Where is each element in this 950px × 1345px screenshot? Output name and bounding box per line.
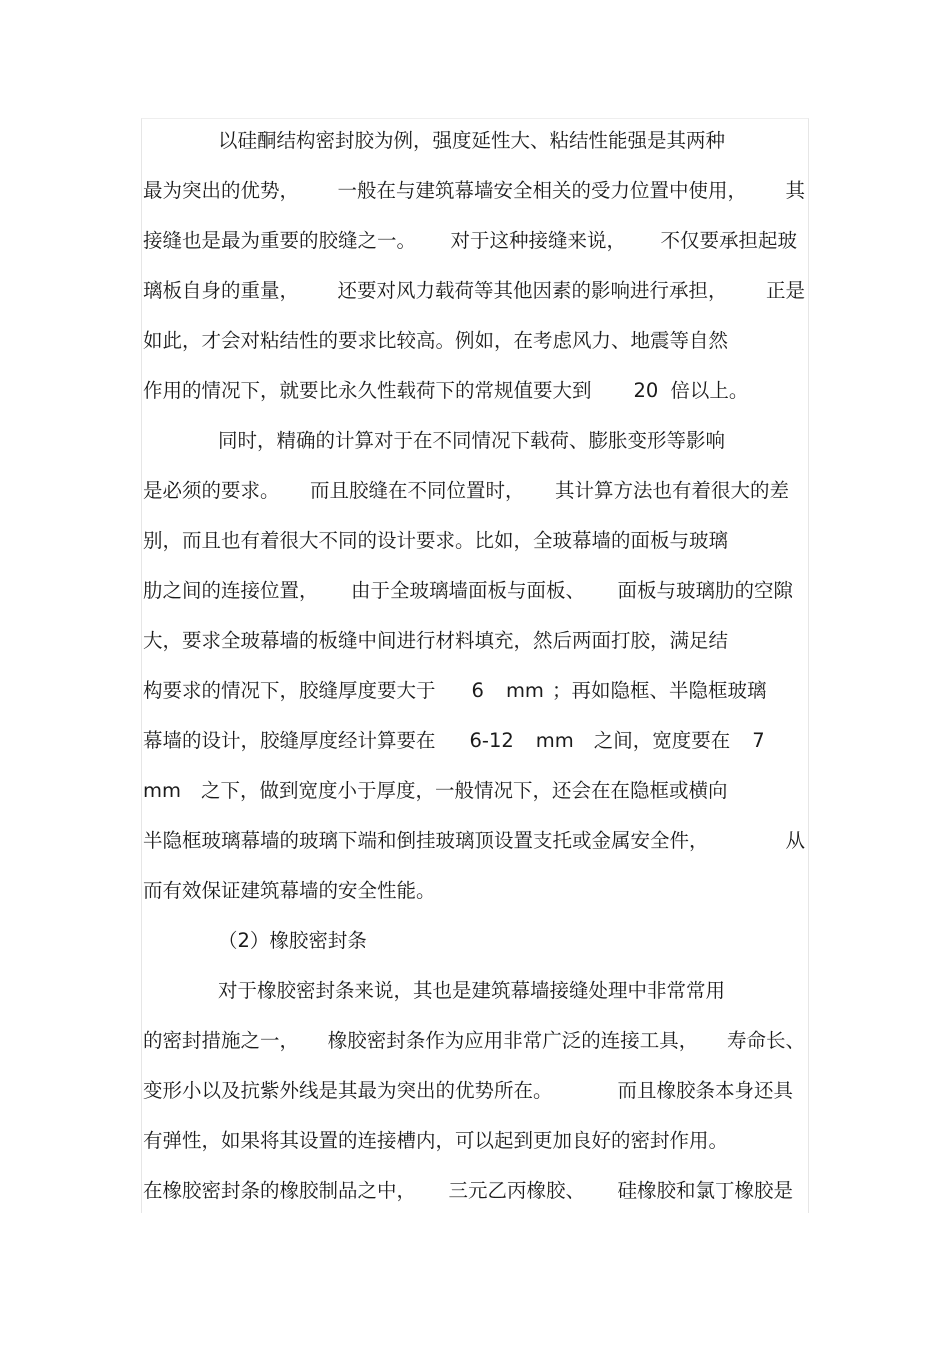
text-segment: 寿命长、 bbox=[726, 1029, 805, 1052]
text-line bbox=[143, 1076, 793, 1106]
text-segment: 同时，精确的计算对于在不同情况下载荷、膨胀变形等影响 bbox=[218, 429, 726, 452]
text-line bbox=[143, 476, 789, 506]
text-segment: 以硅酮结构密封胶为例，强度延性大、粘结性能强是其两种 bbox=[218, 129, 726, 152]
text-segment: 三元乙丙橡胶、 bbox=[448, 1179, 585, 1202]
text-segment: 是必须的要求。 bbox=[143, 479, 280, 502]
text-segment: 硅橡胶和氯丁橡胶是 bbox=[617, 1179, 793, 1202]
text-segment: 半隐框玻璃幕墙的玻璃下端和倒挂玻璃顶设置支托或金属安全件， bbox=[143, 829, 709, 852]
text-segment: 大，要求全玻幕墙的板缝中间进行材料填充，然后两面打胶，满足结 bbox=[143, 629, 729, 652]
text-line bbox=[143, 576, 793, 606]
text-segment: 璃板自身的重量， bbox=[143, 279, 300, 302]
text-unit: mm bbox=[535, 729, 574, 752]
text-line bbox=[143, 676, 803, 706]
text-line bbox=[218, 426, 778, 456]
text-segment: 其 bbox=[785, 179, 805, 202]
text-segment: 有弹性，如果将其设置的连接槽内，可以起到更加良好的密封作用。 bbox=[143, 1129, 729, 1152]
text-segment: 而有效保证建筑幕墙的安全性能。 bbox=[143, 879, 436, 902]
text-segment: ；再如隐框、半隐框玻璃 bbox=[551, 679, 767, 702]
text-segment: 之间，宽度要在 bbox=[593, 729, 731, 752]
text-segment: 如此，才会对粘结性的要求比较高。例如，在考虑风力、地震等自然 bbox=[143, 329, 729, 352]
text-line bbox=[143, 376, 783, 406]
text-segment: 不仅要承担起玻 bbox=[660, 229, 797, 252]
text-line bbox=[143, 776, 783, 806]
text-segment: 面板与玻璃肋的空隙 bbox=[617, 579, 793, 602]
text-line bbox=[143, 876, 783, 906]
text-segment: 对于这种接缝来说， bbox=[450, 229, 626, 252]
text-number: 7 bbox=[752, 729, 765, 752]
text-line bbox=[143, 326, 783, 356]
text-segment: 正是 bbox=[765, 279, 805, 302]
text-line bbox=[143, 176, 805, 206]
text-segment: 别，而且也有着很大不同的设计要求。比如，全玻幕墙的面板与玻璃 bbox=[143, 529, 729, 552]
text-line bbox=[143, 276, 805, 306]
text-segment: 之下，做到宽度小于厚度，一般情况下，还会在在隐框或横向 bbox=[201, 779, 728, 802]
text-line bbox=[218, 976, 778, 1006]
text-line bbox=[143, 626, 783, 656]
text-number: 20 bbox=[633, 379, 659, 402]
text-segment: 由于全玻璃墙面板与面板、 bbox=[350, 579, 585, 602]
heading-text: （2）橡胶密封条 bbox=[218, 929, 367, 952]
text-line bbox=[143, 226, 797, 256]
text-segment: 对于橡胶密封条来说，其也是建筑幕墙接缝处理中非常常用 bbox=[218, 979, 726, 1002]
text-segment: 从 bbox=[785, 829, 805, 852]
text-segment: 接缝也是最为重要的胶缝之一。 bbox=[143, 229, 417, 252]
text-segment: 的密封措施之一， bbox=[143, 1029, 300, 1052]
text-segment: 肋之间的连接位置， bbox=[143, 579, 319, 602]
text-line bbox=[143, 1026, 805, 1056]
section-heading bbox=[218, 926, 618, 956]
text-segment: 其计算方法也有着很大的差 bbox=[554, 479, 789, 502]
text-segment: 橡胶密封条作为应用非常广泛的连接工具， bbox=[327, 1029, 699, 1052]
text-unit: mm bbox=[143, 779, 181, 802]
text-segment: 还要对风力载荷等其他因素的影响进行承担， bbox=[337, 279, 728, 302]
text-segment: 而且橡胶条本身还具 bbox=[617, 1079, 793, 1102]
text-line bbox=[143, 1176, 793, 1206]
text-segment: 变形小以及抗紫外线是其最为突出的优势所在。 bbox=[143, 1079, 553, 1102]
text-segment: 作用的情况下，就要比永久性载荷下的常规值要大到 bbox=[143, 379, 592, 402]
text-line bbox=[218, 126, 763, 156]
text-segment: 在橡胶密封条的橡胶制品之中， bbox=[143, 1179, 417, 1202]
text-number: 6-12 bbox=[469, 729, 514, 752]
text-line bbox=[143, 526, 783, 556]
text-unit: mm bbox=[505, 679, 544, 702]
text-number: 6 bbox=[471, 679, 484, 702]
text-segment: 而且胶缝在不同位置时， bbox=[309, 479, 525, 502]
text-segment: 构要求的情况下，胶缝厚度要大于 bbox=[143, 679, 436, 702]
text-line bbox=[143, 726, 803, 756]
text-line bbox=[143, 1126, 783, 1156]
text-segment: 一般在与建筑幕墙安全相关的受力位置中使用， bbox=[337, 179, 747, 202]
text-segment: 最为突出的优势， bbox=[143, 179, 300, 202]
text-segment: 倍以上。 bbox=[670, 379, 749, 402]
text-segment: 幕墙的设计，胶缝厚度经计算要在 bbox=[143, 729, 436, 752]
text-line bbox=[143, 826, 805, 856]
